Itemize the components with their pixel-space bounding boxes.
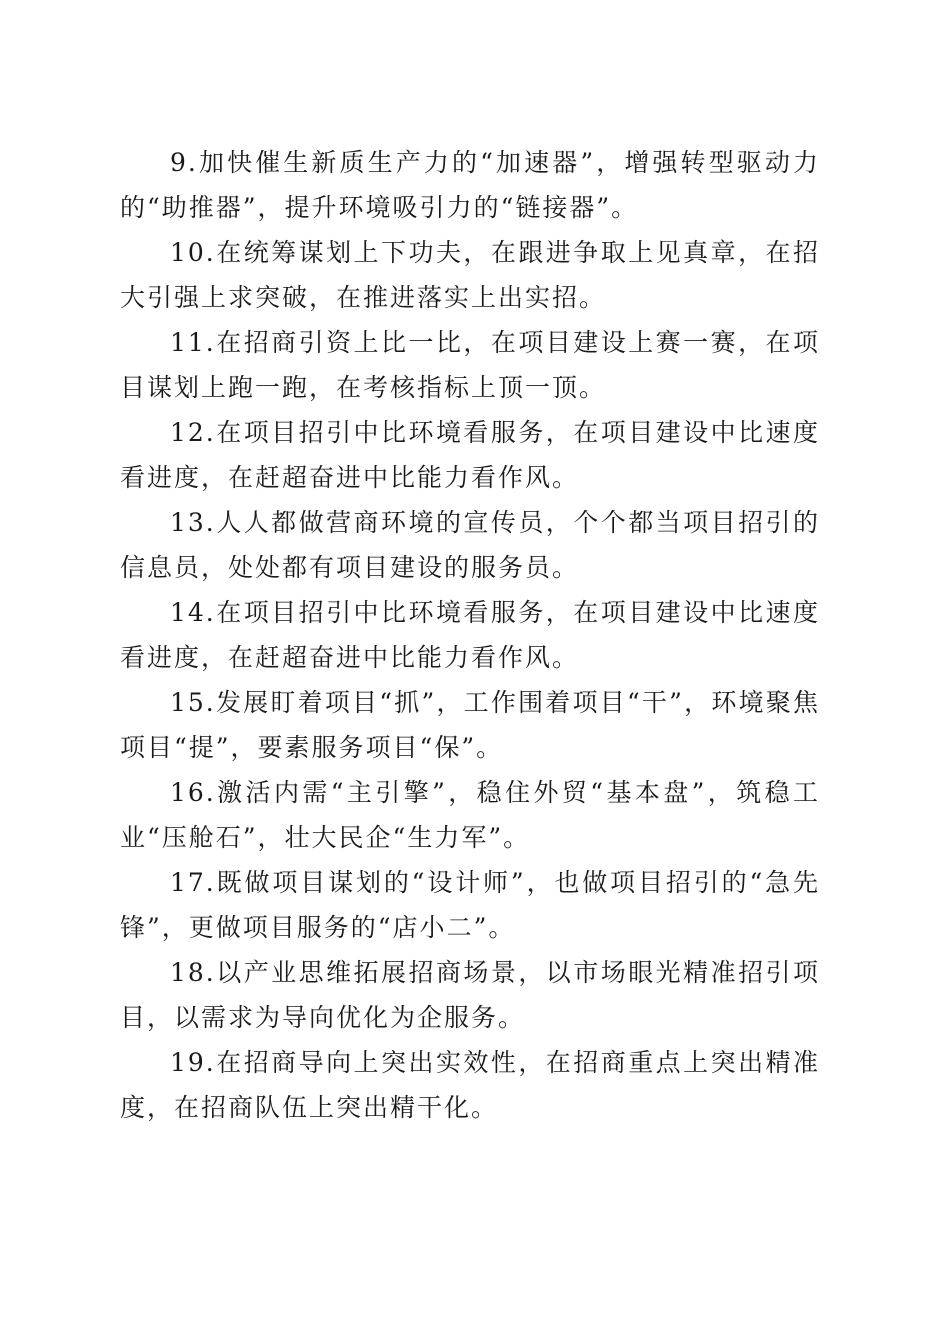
paragraph-13: 13.人人都做营商环境的宣传员，个个都当项目招引的信息员，处处都有项目建设的服务员。 — [120, 508, 820, 582]
paragraph-14: 14.在项目招引中比环境看服务，在项目建设中比速度看进度，在赶超奋进中比能力看作风。 — [120, 598, 820, 672]
paragraph-10: 10.在统筹谋划上下功夫，在跟进争取上见真章，在招大引强上求突破，在推进落实上出实招。 — [120, 238, 820, 312]
paragraph-16: 16.激活内需“主引擎”，稳住外贸“基本盘”，筑稳工业“压舱石”，壮大民企“生力军”。 — [120, 778, 820, 852]
paragraph-15: 15.发展盯着项目“抓”，工作围着项目“干”，环境聚焦项目“提”，要素服务项目“保”。 — [120, 688, 820, 762]
paragraph-9: 9.加快催生新质生产力的“加速器”，增强转型驱动力的“助推器”，提升环境吸引力的“链接器”。 — [120, 148, 820, 222]
paragraph-11: 11.在招商引资上比一比，在项目建设上赛一赛，在项目谋划上跑一跑，在考核指标上顶一顶。 — [120, 328, 820, 402]
paragraph-12: 12.在项目招引中比环境看服务，在项目建设中比速度看进度，在赶超奋进中比能力看作风。 — [120, 418, 820, 492]
paragraph-17: 17.既做项目谋划的“设计师”，也做项目招引的“急先锋”，更做项目服务的“店小二”。 — [120, 868, 820, 942]
paragraph-18: 18.以产业思维拓展招商场景，以市场眼光精准招引项目，以需求为导向优化为企服务。 — [120, 958, 820, 1032]
document-body — [120, 140, 820, 1130]
paragraph-19: 19.在招商导向上突出实效性，在招商重点上突出精准度，在招商队伍上突出精干化。 — [120, 1048, 820, 1122]
